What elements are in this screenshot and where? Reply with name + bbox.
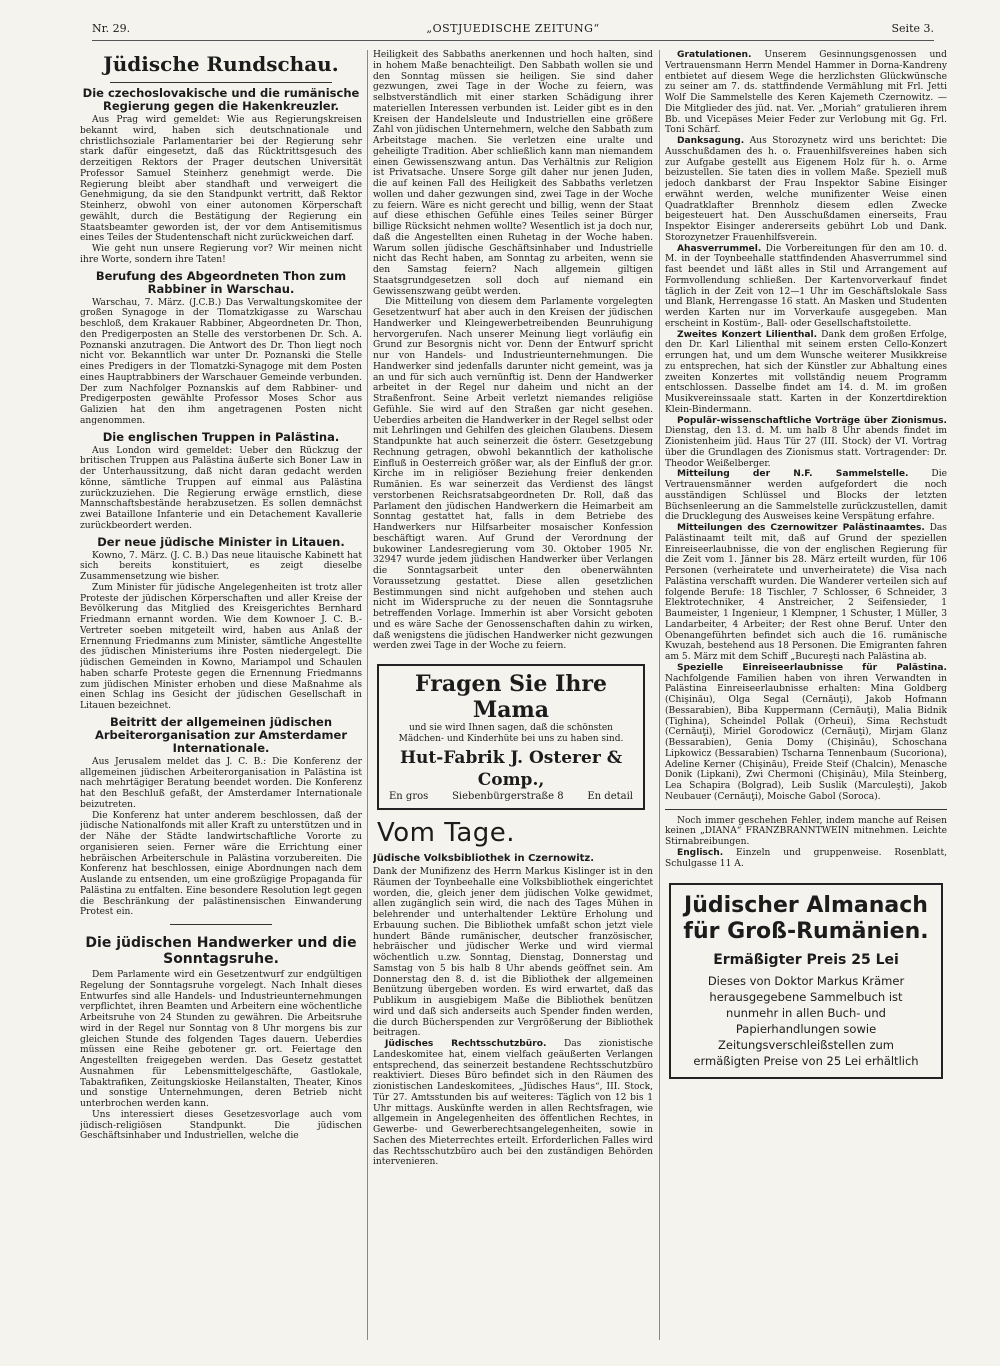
article-title: Die englischen Truppen in Palästina. [102, 429, 340, 444]
ad-company: Hut-Fabrik J. Osterer & Comp., [399, 748, 623, 790]
news-text: Das zionistische Landeskomitee hat, einem vielfach geäußerten Verlangen entsprechend, das seinerzeit bestandene Rechtsschutzbüro reaktiviert. Dieses Büro befindet sich in den Räumen des zionistischen Landeskomitees, „Jüdisches Haus“, III. Stock, Tür 27. Amtsstunden bis auf weiteres: Täglich von 12 bis 1 Uhr mittags. Auskünfte werden in allen Rechtsfragen, wie allgemein in Angelegenheiten des öffentlichen Rechtes, in Gewerbe- und Gewerberechtsangelegenheiten, sowie in Sachen des Mieterrechtes erteilt. Erforderlichen Falles wird das Rechtsschutzbüro auch bei den zuständigen Behörden intervenieren. [373, 1039, 653, 1168]
news-item [665, 50, 947, 136]
news-heading: Zweites Konzert Lilienthal. [677, 329, 818, 340]
classified-ad: Noch immer geschehen Fehler, indem manche auf Reisen keinen „DIANA“ FRANZBRANNTWEIN mitnehmen. Leichte Stirnabreibungen. [665, 815, 947, 847]
divider [170, 924, 272, 925]
divider [665, 809, 947, 810]
article-title: Beitritt der allgemeinen jüdischen Arbeiterorganisation zur Amsterdamer Internationale. [94, 714, 348, 755]
classified-heading: Englisch. [677, 847, 724, 858]
news-heading: Mitteilungen des Czernowitzer Palästinaamtes. [677, 523, 925, 533]
ad-headline: Jüdischer Almanach [684, 893, 928, 919]
article-paragraph: Die Konferenz hat unter anderem beschlossen, daß der jüdische Nationalfonds mit aller Kraft zu unterstützen und in der Nähe der Städte landwirtschaftliche Vororte zu organisieren seien. Ferner wäre die Errichtung einer hebräischen Arbeiterschule in Palästina vorzubereiten. Die Konferenz hat beschlossen, einige Abordnungen nach dem Auslande zu entsenden, um eine großzügige Propaganda für Palästina zu entfalten. Eine besondere Resolution legt gegen die Beschränkung der palästinensischen Einwanderung Protest ein. [80, 810, 362, 918]
article-paragraph: Heiligkeit des Sabbaths anerkennen und hoch halten, sind in hohem Maße benachteiligt. Den Sabbath wollen sie und den Sonntag müssen sie heiligen. Sie sind daher gezwungen, zwei Tage in der Woche zu feiern, was selbstverständlich mit einer starken Schädigung ihrer materiellen Interessen verbunden ist. Leider gibt es in den Kreisen der Handelsleute und Industriellen eine größere Zahl von jüdischen Unternehmern, welche den Sabbath zum Arbeitstage machen. Sie verletzen eine uralte und geheiligte Tradition. Aber schließlich kann man niemandem einen Gewissenszwang antun. Das Verhältnis zur Religion ist Privatsache. Unsere Sorge gilt daher nur jenen Juden, die auf keinen Fall des Heiligkeit des Sabbaths verletzen wollen und daher gezwungen sind, zwei Tage in der Woche zu feiern. Wäre es nicht gerecht und billig, wenn der Staat auf diese ethischen Gefühle eines Teiles seiner Bürger billige Rücksicht nehmen wollte? Wesentlich ist ja doch nur, daß die Angestellten einen Ruhetag in der Woche haben. Warum sollen jüdische Geschäftsinhaber und Industrielle nicht das Recht haben, am Sonntag zu arbeiten, wenn sie den Samstag feiern? Nach allgemein giltigen Staatsgrundgesetzen soll doch auf niemand ein Gewissenszwang geübt werden. [373, 50, 653, 297]
news-item [665, 416, 947, 470]
news-paragraph: Dank der Munifizenz des Herrn Markus Kislinger ist in den Räumen der Toynbeehalle eine Volksbibliothek eingerichtet worden, die, gleich jener dem jüdischen Volke gewidmet, allen zugänglich sein wird, die nach des Tages Mühen in belehrender und unterhaltender Lektüre Erholung und Erbauung suchen. Die Bibliothek umfaßt schon jetzt viele hundert Bände rumänischer, deutscher französischer, hebräischer und jüdischer Werke und wird viermal wöchentlich u.zw. Sonntag, Dienstag, Donnerstag und Samstag von 5 bis halb 8 Uhr abends geöffnet sein. Am Donnerstag den 8. d. ist die Bibliothek der allgemeinen Benützung übergeben worden. Es wird erwartet, daß das Publikum in ausgiebigem Maße die Bibliothek benützen wird und daß sich anderseits auch Spender finden werden, die durch Bücherspenden zur Vergrößerung der Bibliothek beitragen. [373, 867, 653, 1039]
news-item [665, 136, 947, 244]
article-paragraph: Warschau, 7. März. (J.C.B.) Das Verwaltungskomitee der großen Synagoge in der Tlomatzkigasse zu Warschau beschloß, dem Krakauer Rabbiner, Abgeordneten Dr. Thon, den Predigerposten an Stelle des verstorbenen Dr. Sch. A. Poznanski anzutragen. Die Antwort des Dr. Thon liegt noch nicht vor. Bekanntlich war unter Dr. Poznanski die Stelle eines Predigers in der Tlomatzki-Synagoge mit dem Posten eines Hauptrabbiners der Warschauer Gemeinde verbunden. Der zum Nachfolger Poznanskis auf dem Rabbiner- und Predigerposten gewählte Professor Moses Schor aus Galizien hat den ihm angetragenen Posten nicht angenommen. [80, 297, 362, 426]
news-item [373, 1039, 653, 1168]
advertisement-almanach [669, 883, 943, 1079]
ad-footer [385, 791, 637, 803]
article-paragraph: Aus London wird gemeldet: Ueber den Rückzug der britischen Truppen aus Palästina äußerte sich Boner Law in der Unterhaussitzung, daß nicht daran gedacht werden könne, sämtliche Truppen auf einmal aus Palästina zurückzuziehen. Die Regierung erwäge ernstlich, diese Mannschaftsbestände herabzusetzen. Es sollen demnächst zwei Bataillone Infanterie und ein Detachement Kavallerie zurückbeordert werden. [80, 445, 362, 531]
article-paragraph: Die Mitteilung von diesem dem Parlamente vorgelegten Gesetzentwurf hat aber auch in den Kreisen der jüdischen Handwerker und Kleingewerbetreibenden Beunruhigung hervorgerufen. Nach unserer Meinung liegt vorläufig ein Grund zur Besorgnis nicht vor. Denn der Entwurf spricht nur von Handels- und Industrieunternehmungen. Die Handwerker sind jedenfalls darunter nicht gemeint, was ja an und für sich auch vernünftig ist. Denn der Handwerker arbeitet in der Regel nur daheim und nicht an der Straßenfront. Seine Arbeit verletzt niemandes religiöse Gefühle. Sie wird auf den Straßen gar nicht gesehen. Ueberdies arbeiten die Handwerker in der Regel selbst oder mit Lehrlingen und Gehilfen des gleichen Glaubens. Diesem Standpunkte hat auch seinerzeit die österr. Gesetzgebung Rechnung getragen, obwohl bekanntlich der katholische Einfluß in Oesterreich größer war, als der Einfluß der gr.or. Kirche im in religiöser Beziehung freier denkenden Rumänien. Es war seinerzeit das Verdienst des längst verstorbenen Reichsratsabgeordneten Dr. Roll, daß das Parlament den jüdischen Handwerkern die Heimarbeit am Sonntag gestattet hat, falls in dem Betriebe des Handwerkers nur Hilfsarbeiter mosaischer Konfession beschäftigt waren. Auf Grund der Verordnung der bukowiner Landesregierung vom 30. Oktober 1905 Nr. 32947 wurde jedem jüdischen Handwerker über Verlangen die Sonntagsarbeit unter den obenerwähnten Voraussetzung gestattet. Diese allen gesetzlichen Bestimmungen sind nicht aufgehoben und stehen auch nicht im Widerspruche zu der neuen die Sonntagsruhe betreffenden Vorlage. Immerhin ist aber Vorsicht geboten und es wäre Sache der Genossenschaften dahin zu wirken, daß wenigstens die jüdischen Handwerker nicht gezwungen werden zwei Tage in der Woche zu feiern. [373, 297, 653, 652]
column-2 [373, 50, 653, 1345]
divider [110, 82, 332, 83]
article-paragraph: Wie geht nun unsere Regierung vor? Wir meinen nicht ihre Worte, sondern ihre Taten! [80, 244, 362, 265]
ad-headline: für Groß-Rumänien. [683, 919, 929, 945]
news-text: Das Palästinaamt teilt mit, daß auf Grund der speziellen Einreiseerlaubnisse, die von der englischen Regierung für die Zeit vom 1. Jänner bis 28. März erteilt wurden, für 106 Personen (verheiratete und unverheiratete) die Visa nach Palästina verschafft wurden. Die Wanderer verteilen sich auf folgende Berufe: 18 Tischler, 7 Schlosser, 6 Schneider, 3 Elektrotechniker, 4 Anstreicher, 2 Seifensieder, 1 Baumeister, 1 Ingenieur, 1 Klempner, 1 Schuster, 1 Müller, 3 Landarbeiter, 4 Arbeiter; der Rest ohne Beruf. Unter den Obenangeführten befindet sich auch die 16. rumänische Kwuzah, bestehend aus 18 Personen. Die Emigranten fahren am 5. März mit dem Schiff „Bucureşti nach Palästina ab. [665, 523, 947, 662]
news-heading: Jüdisches Rechtsschutzbüro. [385, 1039, 547, 1049]
advertisement-hat-factory [377, 664, 645, 810]
news-item [665, 330, 947, 416]
news-item [665, 663, 947, 803]
ad-text: und sie wird Ihnen sagen, daß die schönsten Mädchen- und Kinderhüte bei uns zu haben sind. [398, 723, 624, 744]
news-text: Die Vorbereitungen für den am 10. d. M. in der Toynbeehalle stattfindenden Ahasverrummel sind fast beendet und läßt alles in Stil und Arrangement auf Formvollendung schließen. Der Kartenvorverkauf findet täglich in der Zeit von 12—1 Uhr im Geschäftslokale Sass und Blank, Herrengasse 16 statt. An Masken und Studenten werden Karten nur im Vorverkaufe ausgegeben. Man erscheint in Kostüm-, Ball- oder Gesellschaftstoilette. [665, 243, 947, 329]
news-item [665, 469, 947, 523]
ad-footer-left: En gros [389, 791, 429, 802]
news-item [665, 523, 947, 663]
article-paragraph: Uns interessiert dieses Gesetzesvorlage auch vom jüdisch-religiösen Standpunkt. Die jüdischen Geschäftsinhaber und Industriellen, welche die [80, 1109, 362, 1142]
page-number-issue: Nr. 29. [92, 22, 131, 35]
ad-price: Ermäßigter Preis 25 Lei [713, 952, 899, 969]
section-title-vom-tage: Vom Tage. [377, 818, 516, 848]
news-heading: Danksagung. [677, 136, 745, 146]
classified-text: Einzeln und gruppenweise. Rosenblatt, Schulgasse 11 A. [665, 847, 947, 869]
news-text: Dank dem großen Erfolge, den Dr. Karl Lilienthal mit seinem ersten Cello-Konzert errungen hat, und um dem Wunsche weiterer Musikkreise zu entsprechen, hat sich der Künstler zur Abhaltung eines zweiten Konzertes mit vollständig neuem Programm entschlossen. Dasselbe findet am 14. d. M. im großen Musikvereinssaale statt. Karten in der Konzertdirektion Klein-Bindermann. [665, 329, 947, 415]
news-heading: Populär-wissenschaftliche Vorträge über Zionismus. [677, 415, 947, 426]
article-paragraph: Dem Parlamente wird ein Gesetzentwurf zur endgültigen Regelung der Sonntagsruhe vorgelegt. Nach Inhalt dieses Entwurfes sind alle Handels- und Industrieunternehmungen verpflichtet, ihren Beamten und Arbeitern eine wöchentliche Arbeitsruhe von 24 Stunden zu gewähren. Die Arbeitsruhe wird in der Regel nur Sonntag von 8 Uhr morgens bis zur gleichen Stunde des folgenden Tages dauern. Ueberdies müssen eine Reihe gebotener gr. ort. Feiertage den Angestellten freigegeben werden. Das Gesetz gestattet Ausnahmen für Lebensmittelgeschäfte, Gastlokale, Tabaktrafiken, Zeitungskioske Heilanstalten, Theater, Kinos und sonstige Unternehmungen, deren Betrieb nicht unterbrochen werden kann. [80, 970, 362, 1109]
article-paragraph: Kowno, 7. März. (J. C. B.) Das neue litauische Kabinett hat sich bereits konstituiert, es zeigt dieselbe Zusammensetzung wie bisher. [80, 550, 362, 582]
ad-footer-right: En detail [587, 791, 633, 802]
classified-ad [665, 848, 947, 870]
column-divider [367, 50, 368, 1340]
column-1 [80, 50, 362, 1345]
article-title: Die czechoslovakische und die rumänische Regierung gegen die Hakenkreuzler. [82, 86, 360, 113]
article-title: Die jüdischen Handwerker und die Sonntagsruhe. [85, 935, 357, 967]
news-heading: Spezielle Einreiseerlaubnisse für Palästina. [677, 662, 947, 673]
section-title: Jüdische Rundschau. [103, 52, 339, 76]
ad-text: Dieses von Doktor Markus Krämer herausgegebene Sammelbuch ist nunmehr in allen Buch- und Papierhandlungen sowie Zeitungsverschleißstellen zum ermäßigten Preise von 25 Lei erhältlich [693, 974, 919, 1069]
column-3 [665, 50, 947, 1345]
article-title: Berufung des Abgeordneten Thon zum Rabbiner in Warschau. [95, 268, 347, 296]
news-heading: Mitteilung der N.F. Sammelstelle. [677, 469, 909, 480]
page-number: Seite 3. [891, 22, 934, 35]
article-title: Der neue jüdische Minister in Litauen. [97, 534, 345, 549]
news-heading: Gratulationen. [677, 50, 752, 60]
news-item [665, 244, 947, 330]
news-text: Dienstag, den 13. d. M. um halb 8 Uhr abends findet im Zionistenheim jüd. Haus Tür 27 (III. Stock) der VI. Vortrag über die Grundlagen des Zionismus statt. Vortragender: Dr. Theodor Weißelberger. [665, 426, 947, 469]
news-text: Die Vertrauensmänner werden aufgefordert die noch ausständigen Schlüssel und Blocks der letzten Büchsenleerung an die Sammelstelle zurückzustellen, damit die Drucklegung des Ausweises keine Verspätung erfahre. [665, 469, 947, 523]
news-heading: Ahasverrummel. [677, 243, 762, 254]
news-text: Nachfolgende Familien haben von ihren Verwandten in Palästina Einreiseerlaubnisse erhalten: Mina Goldberg (Chişinău), Olga Segal (Cernăuţi), Jakob Hofmann (Bessarabien), Biba Kuppermann (Cernăuţi), Malia Bidnik (Tighina), Scheindel Pollak (Orheui), Sima Rechstudt (Cernăuţi), Miriel Gorodowicz (Cernăuţi), Mirjam Glanz (Bessarabien), Genia Domy (Chişinău), Schoschana Lipkowicz (Bessarabien) Tscharna Tennenbaum (Sucoriona), Adeline Kerner (Chişinău), Freide Steif (Chalcin), Menasche Donik (Lipkani), Zwi Chermoni (Chişinău), Mila Steinberg, Lea Schapira (Bolgrad), Leib Suslik (Marculeşti), Jakob Neubauer (Cernăuţi), Moische Gabol (Soroca). [665, 673, 947, 802]
article-paragraph: Aus Prag wird gemeldet: Wie aus Regierungskreisen bekannt wird, haben sich deutschnationale und christlichsoziale Parlamentarier bei der Regierung sehr stark dafür eingesetzt, daß das Rücktrittsgesuch des derzeitigen Rektors der Prager deutschen Universität Professor Samuel Steinherz genehmigt werde. Die Regierung bleibt aber standhaft und verweigert die Genehmigung, da sie den Standpunkt vertritt, daß Rektor Steinherz, obwohl von einer autonomen Körperschaft gewählt, durch die Bestätigung der Regierung ein Staatsbeamter geworden ist, der vor dem Antisemitismus eines Teiles der Studentenschaft nicht zurückweichen darf. [80, 115, 362, 244]
news-text: Aus Storozynetz wird uns berichtet: Die Ausschußdamen des h. o. Frauenhilfsvereines haben sich zur Aufgabe gestellt aus Eigenem Holz für h. o. Arme beizustellen. Sie taten dies in vollem Maße. Speziell muß jedoch dankbarst der Frau Inspektor Sabine Eisinger erwähnt werden, welche munifizenter Weise einen Quadratklafter Brennholz diesem edlen Zwecke beigesteuert hat. Den Ausschußdamen einerseits, Frau Inspektor Eisinger andererseits gebührt Lob und Dank. Storozynetzer Frauenhilfsverein. [665, 136, 947, 243]
article-paragraph: Zum Minister für jüdische Angelegenheiten ist trotz aller Proteste der jüdischen Körperschaften und aller Kreise der Bevölkerung das Mitglied des Kreisgerichtes Bernhard Friedmann ernannt worden. Wie dem Kownoer J. C. B.-Vertreter soeben mitgeteilt wird, haben aus Anlaß der Ernennung Friedmanns zum Minister, sämtliche Angestellte des jüdischen Ministeriums ihre Posten niedergelegt. Die jüdischen Gemeinden in Kowno, Mariampol und Schaulen haben scharfe Proteste gegen die Ernennung Friedmanns zum jüdischen Minister erhoben und diese Maßnahme als einen Schlag ins Gesicht der jüdischen Gesellschaft in Litauen bezeichnet. [80, 582, 362, 711]
newspaper-title: „OSTJUEDISCHE ZEITUNG“ [426, 22, 600, 35]
news-text: Unserem Gesinnungsgenossen und Vertrauensmann Herrn Mendel Hammer in Dorna-Kandreny entbietet auf diesem Wege die herzlichsten Glückwünsche zu seiner am 7. ds. stattfindende Vermählung mit Frl. Jetti Wolf Die Sammelstelle des Keren Kajemeth Czernowitz. — Die Mitglieder des jüd. nat. Ver. „Moriah“ gratulieren ihrem Bb. und Vicepäses Meier Feder zur Verlobung mit Gg. Frl. Toni Schärf. [665, 50, 947, 136]
ad-footer-address: Siebenbürgerstraße 8 [452, 791, 564, 802]
ad-headline: Fragen Sie Ihre Mama [415, 671, 607, 723]
column-divider [659, 50, 660, 1340]
page-header [92, 20, 934, 41]
news-heading: Jüdische Volksbibliothek in Czernowitz. [373, 853, 595, 864]
article-paragraph: Aus Jerusalem meldet das J. C. B.: Die Konferenz der allgemeinen jüdischen Arbeiterorganisation in Palästina ist nach mehrtägiger Beratung beendet worden. Die Konferenz hat den Beschluß gefaßt, der Amsterdamer Internationale beizutreten. [80, 756, 362, 810]
